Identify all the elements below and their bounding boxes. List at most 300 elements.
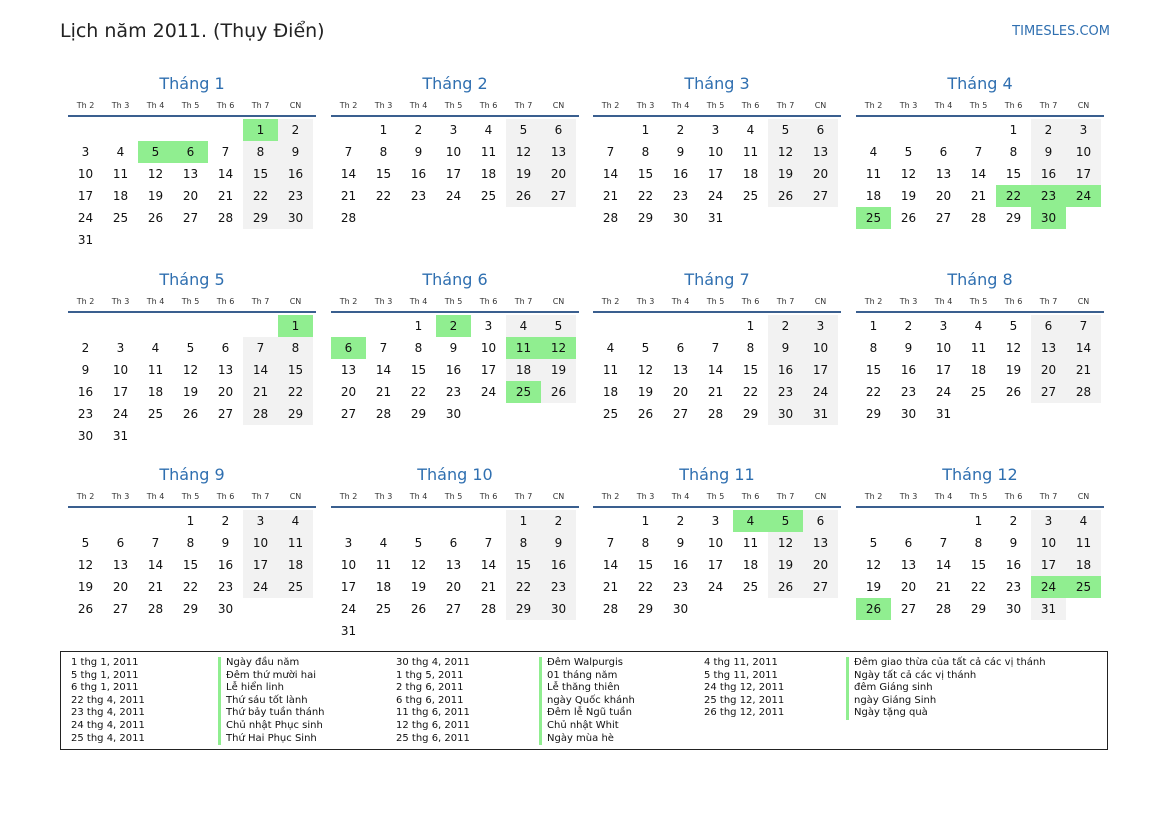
day-cell[interactable]: 2 xyxy=(221,514,230,528)
day-cell[interactable]: 5 xyxy=(904,145,913,159)
day-cell[interactable]: 3 xyxy=(1066,119,1101,141)
day-cell[interactable]: 20 xyxy=(1031,359,1066,381)
day-cell[interactable]: 14 xyxy=(340,167,357,181)
day-cell[interactable]: 13 xyxy=(803,141,838,163)
day-cell[interactable]: 27 xyxy=(900,602,917,616)
day-cell[interactable]: 19 xyxy=(768,554,803,576)
day-cell[interactable]: 21 xyxy=(602,580,619,594)
day-cell[interactable]: 28 xyxy=(602,602,619,616)
day-cell[interactable]: 21 xyxy=(602,189,619,203)
day-cell[interactable]: 9 xyxy=(449,341,458,355)
day-cell[interactable]: 19 xyxy=(77,580,94,594)
day-cell[interactable]: 25 xyxy=(742,580,759,594)
day-cell[interactable]: 26 xyxy=(77,602,94,616)
day-cell[interactable]: 11 xyxy=(147,363,164,377)
day-cell[interactable]: 27 xyxy=(340,407,357,421)
day-cell[interactable]: 11 xyxy=(375,558,392,572)
day-cell[interactable]: 3 xyxy=(711,123,720,137)
day-cell[interactable]: 15 xyxy=(637,558,654,572)
day-cell[interactable]: 23 xyxy=(278,185,313,207)
day-cell[interactable]: 28 xyxy=(147,602,164,616)
day-cell[interactable]: 15 xyxy=(506,554,541,576)
day-cell[interactable]: 1 xyxy=(379,123,388,137)
day-cell[interactable]: 3 xyxy=(939,319,948,333)
day-cell[interactable]: 15 xyxy=(182,558,199,572)
day-cell[interactable]: 19 xyxy=(637,385,654,399)
day-cell[interactable]: 1 xyxy=(506,510,541,532)
day-cell[interactable]: 13 xyxy=(803,532,838,554)
day-cell[interactable]: 1 xyxy=(1009,123,1018,137)
day-cell[interactable]: 16 xyxy=(900,363,917,377)
day-cell[interactable]: 4 xyxy=(974,319,983,333)
day-cell[interactable]: 5 xyxy=(414,536,423,550)
day-cell[interactable]: 24 xyxy=(1031,576,1066,598)
day-cell[interactable]: 2 xyxy=(541,510,576,532)
day-cell[interactable]: 29 xyxy=(1005,211,1022,225)
day-cell[interactable]: 2 xyxy=(904,319,913,333)
day-cell[interactable]: 10 xyxy=(340,558,357,572)
day-cell[interactable]: 14 xyxy=(217,167,234,181)
day-cell[interactable]: 13 xyxy=(217,363,234,377)
day-cell[interactable]: 13 xyxy=(672,363,689,377)
day-cell[interactable]: 19 xyxy=(147,189,164,203)
day-cell[interactable]: 17 xyxy=(243,554,278,576)
day-cell[interactable]: 18 xyxy=(506,359,541,381)
day-cell[interactable]: 5 xyxy=(869,536,878,550)
day-cell[interactable]: 7 xyxy=(711,341,720,355)
day-cell[interactable]: 20 xyxy=(803,554,838,576)
day-cell[interactable]: 29 xyxy=(278,403,313,425)
day-cell[interactable]: 16 xyxy=(217,558,234,572)
day-cell[interactable]: 1 xyxy=(186,514,195,528)
day-cell[interactable]: 11 xyxy=(112,167,129,181)
day-cell[interactable]: 2 xyxy=(436,315,471,337)
day-cell[interactable]: 8 xyxy=(1009,145,1018,159)
day-cell[interactable]: 12 xyxy=(182,363,199,377)
day-cell[interactable]: 31 xyxy=(1031,598,1066,620)
day-cell[interactable]: 2 xyxy=(676,123,685,137)
day-cell[interactable]: 4 xyxy=(116,145,125,159)
day-cell[interactable]: 25 xyxy=(480,189,497,203)
day-cell[interactable]: 23 xyxy=(541,576,576,598)
day-cell[interactable]: 8 xyxy=(746,341,755,355)
day-cell[interactable]: 9 xyxy=(221,536,230,550)
day-cell[interactable]: 31 xyxy=(935,407,952,421)
day-cell[interactable]: 1 xyxy=(243,119,278,141)
day-cell[interactable]: 12 xyxy=(768,141,803,163)
day-cell[interactable]: 16 xyxy=(541,554,576,576)
day-cell[interactable]: 16 xyxy=(1031,163,1066,185)
day-cell[interactable]: 2 xyxy=(676,514,685,528)
day-cell[interactable]: 18 xyxy=(742,167,759,181)
day-cell[interactable]: 5 xyxy=(1009,319,1018,333)
day-cell[interactable]: 6 xyxy=(541,119,576,141)
day-cell[interactable]: 18 xyxy=(480,167,497,181)
day-cell[interactable]: 27 xyxy=(217,407,234,421)
day-cell[interactable]: 9 xyxy=(676,145,685,159)
day-cell[interactable]: 26 xyxy=(900,211,917,225)
day-cell[interactable]: 20 xyxy=(541,163,576,185)
day-cell[interactable]: 29 xyxy=(637,211,654,225)
day-cell[interactable]: 13 xyxy=(445,558,462,572)
day-cell[interactable]: 18 xyxy=(865,189,882,203)
day-cell[interactable]: 11 xyxy=(970,341,987,355)
day-cell[interactable]: 11 xyxy=(602,363,619,377)
day-cell[interactable]: 6 xyxy=(221,341,230,355)
day-cell[interactable]: 12 xyxy=(900,167,917,181)
day-cell[interactable]: 6 xyxy=(676,341,685,355)
day-cell[interactable]: 4 xyxy=(484,123,493,137)
day-cell[interactable]: 10 xyxy=(243,532,278,554)
brand-link[interactable]: TIMESLES.COM xyxy=(1012,24,1110,39)
day-cell[interactable]: 21 xyxy=(1066,359,1101,381)
day-cell[interactable]: 2 xyxy=(414,123,423,137)
day-cell[interactable]: 25 xyxy=(970,385,987,399)
day-cell[interactable]: 22 xyxy=(410,385,427,399)
day-cell[interactable]: 4 xyxy=(746,123,755,137)
day-cell[interactable]: 18 xyxy=(112,189,129,203)
day-cell[interactable]: 20 xyxy=(182,189,199,203)
day-cell[interactable]: 4 xyxy=(1066,510,1101,532)
day-cell[interactable]: 21 xyxy=(970,189,987,203)
day-cell[interactable]: 26 xyxy=(182,407,199,421)
day-cell[interactable]: 17 xyxy=(112,385,129,399)
day-cell[interactable]: 31 xyxy=(112,429,129,443)
day-cell[interactable]: 10 xyxy=(803,337,838,359)
day-cell[interactable]: 7 xyxy=(344,145,353,159)
day-cell[interactable]: 17 xyxy=(1031,554,1066,576)
day-cell[interactable]: 4 xyxy=(606,341,615,355)
day-cell[interactable]: 22 xyxy=(742,385,759,399)
day-cell[interactable]: 14 xyxy=(1066,337,1101,359)
day-cell[interactable]: 27 xyxy=(803,576,838,598)
day-cell[interactable]: 16 xyxy=(672,167,689,181)
day-cell[interactable]: 4 xyxy=(869,145,878,159)
day-cell[interactable]: 17 xyxy=(1066,163,1101,185)
day-cell[interactable]: 29 xyxy=(865,407,882,421)
day-cell[interactable]: 29 xyxy=(410,407,427,421)
day-cell[interactable]: 22 xyxy=(506,576,541,598)
day-cell[interactable]: 15 xyxy=(742,363,759,377)
day-cell[interactable]: 7 xyxy=(151,536,160,550)
day-cell[interactable]: 20 xyxy=(340,385,357,399)
day-cell[interactable]: 1 xyxy=(746,319,755,333)
day-cell[interactable]: 4 xyxy=(506,315,541,337)
day-cell[interactable]: 12 xyxy=(768,532,803,554)
day-cell[interactable]: 27 xyxy=(672,407,689,421)
day-cell[interactable]: 13 xyxy=(340,363,357,377)
day-cell[interactable]: 3 xyxy=(344,536,353,550)
day-cell[interactable]: 23 xyxy=(217,580,234,594)
day-cell[interactable]: 30 xyxy=(672,211,689,225)
day-cell[interactable]: 18 xyxy=(742,558,759,572)
day-cell[interactable]: 11 xyxy=(1066,532,1101,554)
day-cell[interactable]: 22 xyxy=(278,381,313,403)
day-cell[interactable]: 28 xyxy=(217,211,234,225)
day-cell[interactable]: 6 xyxy=(173,141,208,163)
day-cell[interactable]: 30 xyxy=(672,602,689,616)
day-cell[interactable]: 26 xyxy=(541,381,576,403)
day-cell[interactable]: 3 xyxy=(484,319,493,333)
day-cell[interactable]: 8 xyxy=(186,536,195,550)
day-cell[interactable]: 25 xyxy=(147,407,164,421)
day-cell[interactable]: 13 xyxy=(541,141,576,163)
day-cell[interactable]: 2 xyxy=(81,341,90,355)
day-cell[interactable]: 8 xyxy=(506,532,541,554)
day-cell[interactable]: 10 xyxy=(1031,532,1066,554)
day-cell[interactable]: 19 xyxy=(865,580,882,594)
day-cell[interactable]: 31 xyxy=(707,211,724,225)
day-cell[interactable]: 28 xyxy=(480,602,497,616)
day-cell[interactable]: 6 xyxy=(803,510,838,532)
day-cell[interactable]: 12 xyxy=(1005,341,1022,355)
day-cell[interactable]: 31 xyxy=(77,233,94,247)
day-cell[interactable]: 19 xyxy=(768,163,803,185)
day-cell[interactable]: 3 xyxy=(81,145,90,159)
day-cell[interactable]: 30 xyxy=(77,429,94,443)
day-cell[interactable]: 24 xyxy=(112,407,129,421)
day-cell[interactable]: 16 xyxy=(672,558,689,572)
day-cell[interactable]: 20 xyxy=(445,580,462,594)
day-cell[interactable]: 5 xyxy=(541,315,576,337)
day-cell[interactable]: 12 xyxy=(410,558,427,572)
day-cell[interactable]: 5 xyxy=(81,536,90,550)
day-cell[interactable]: 28 xyxy=(375,407,392,421)
day-cell[interactable]: 9 xyxy=(904,341,913,355)
day-cell[interactable]: 31 xyxy=(340,624,357,638)
day-cell[interactable]: 22 xyxy=(996,185,1031,207)
day-cell[interactable]: 1 xyxy=(641,514,650,528)
day-cell[interactable]: 19 xyxy=(410,580,427,594)
day-cell[interactable]: 12 xyxy=(77,558,94,572)
day-cell[interactable]: 19 xyxy=(506,163,541,185)
day-cell[interactable]: 13 xyxy=(182,167,199,181)
day-cell[interactable]: 1 xyxy=(414,319,423,333)
day-cell[interactable]: 6 xyxy=(331,337,366,359)
day-cell[interactable]: 9 xyxy=(278,141,313,163)
day-cell[interactable]: 23 xyxy=(1031,185,1066,207)
day-cell[interactable]: 29 xyxy=(637,602,654,616)
day-cell[interactable]: 26 xyxy=(1005,385,1022,399)
day-cell[interactable]: 1 xyxy=(974,514,983,528)
day-cell[interactable]: 6 xyxy=(803,119,838,141)
day-cell[interactable]: 24 xyxy=(935,385,952,399)
day-cell[interactable]: 14 xyxy=(480,558,497,572)
day-cell[interactable]: 11 xyxy=(480,145,497,159)
day-cell[interactable]: 7 xyxy=(484,536,493,550)
day-cell[interactable]: 3 xyxy=(803,315,838,337)
day-cell[interactable]: 15 xyxy=(375,167,392,181)
day-cell[interactable]: 20 xyxy=(112,580,129,594)
day-cell[interactable]: 16 xyxy=(77,385,94,399)
day-cell[interactable]: 6 xyxy=(939,145,948,159)
day-cell[interactable]: 8 xyxy=(869,341,878,355)
day-cell[interactable]: 25 xyxy=(278,576,313,598)
day-cell[interactable]: 15 xyxy=(637,167,654,181)
day-cell[interactable]: 2 xyxy=(1009,514,1018,528)
day-cell[interactable]: 25 xyxy=(112,211,129,225)
day-cell[interactable]: 12 xyxy=(147,167,164,181)
day-cell[interactable]: 8 xyxy=(641,536,650,550)
day-cell[interactable]: 13 xyxy=(1031,337,1066,359)
day-cell[interactable]: 17 xyxy=(707,167,724,181)
day-cell[interactable]: 7 xyxy=(243,337,278,359)
day-cell[interactable]: 6 xyxy=(904,536,913,550)
day-cell[interactable]: 14 xyxy=(375,363,392,377)
day-cell[interactable]: 6 xyxy=(116,536,125,550)
day-cell[interactable]: 7 xyxy=(974,145,983,159)
day-cell[interactable]: 6 xyxy=(449,536,458,550)
day-cell[interactable]: 16 xyxy=(278,163,313,185)
day-cell[interactable]: 23 xyxy=(768,381,803,403)
day-cell[interactable]: 14 xyxy=(970,167,987,181)
day-cell[interactable]: 23 xyxy=(77,407,94,421)
day-cell[interactable]: 17 xyxy=(707,558,724,572)
day-cell[interactable]: 14 xyxy=(707,363,724,377)
day-cell[interactable]: 20 xyxy=(672,385,689,399)
day-cell[interactable]: 11 xyxy=(278,532,313,554)
day-cell[interactable]: 5 xyxy=(506,119,541,141)
day-cell[interactable]: 5 xyxy=(641,341,650,355)
day-cell[interactable]: 2 xyxy=(768,315,803,337)
day-cell[interactable]: 8 xyxy=(243,141,278,163)
day-cell[interactable]: 27 xyxy=(445,602,462,616)
day-cell[interactable]: 5 xyxy=(186,341,195,355)
day-cell[interactable]: 21 xyxy=(480,580,497,594)
day-cell[interactable]: 28 xyxy=(970,211,987,225)
day-cell[interactable]: 14 xyxy=(147,558,164,572)
day-cell[interactable]: 9 xyxy=(81,363,90,377)
day-cell[interactable]: 22 xyxy=(865,385,882,399)
day-cell[interactable]: 26 xyxy=(856,598,891,620)
day-cell[interactable]: 12 xyxy=(637,363,654,377)
day-cell[interactable]: 27 xyxy=(112,602,129,616)
day-cell[interactable]: 17 xyxy=(77,189,94,203)
day-cell[interactable]: 30 xyxy=(541,598,576,620)
day-cell[interactable]: 20 xyxy=(803,163,838,185)
day-cell[interactable]: 17 xyxy=(480,363,497,377)
day-cell[interactable]: 30 xyxy=(1031,207,1066,229)
day-cell[interactable]: 28 xyxy=(707,407,724,421)
day-cell[interactable]: 29 xyxy=(742,407,759,421)
day-cell[interactable]: 28 xyxy=(243,403,278,425)
day-cell[interactable]: 19 xyxy=(900,189,917,203)
day-cell[interactable]: 13 xyxy=(112,558,129,572)
day-cell[interactable]: 18 xyxy=(970,363,987,377)
day-cell[interactable]: 5 xyxy=(768,510,803,532)
day-cell[interactable]: 28 xyxy=(1066,381,1101,403)
day-cell[interactable]: 9 xyxy=(1031,141,1066,163)
day-cell[interactable]: 1 xyxy=(869,319,878,333)
day-cell[interactable]: 29 xyxy=(182,602,199,616)
day-cell[interactable]: 9 xyxy=(1009,536,1018,550)
day-cell[interactable]: 22 xyxy=(637,580,654,594)
day-cell[interactable]: 9 xyxy=(676,536,685,550)
day-cell[interactable]: 25 xyxy=(742,189,759,203)
day-cell[interactable]: 17 xyxy=(445,167,462,181)
day-cell[interactable]: 12 xyxy=(865,558,882,572)
day-cell[interactable]: 29 xyxy=(970,602,987,616)
day-cell[interactable]: 30 xyxy=(217,602,234,616)
day-cell[interactable]: 5 xyxy=(768,119,803,141)
day-cell[interactable]: 11 xyxy=(742,536,759,550)
day-cell[interactable]: 10 xyxy=(935,341,952,355)
day-cell[interactable]: 10 xyxy=(480,341,497,355)
day-cell[interactable]: 29 xyxy=(243,207,278,229)
day-cell[interactable]: 23 xyxy=(445,385,462,399)
day-cell[interactable]: 22 xyxy=(970,580,987,594)
day-cell[interactable]: 18 xyxy=(1066,554,1101,576)
day-cell[interactable]: 2 xyxy=(278,119,313,141)
day-cell[interactable]: 15 xyxy=(278,359,313,381)
day-cell[interactable]: 13 xyxy=(935,167,952,181)
day-cell[interactable]: 23 xyxy=(672,189,689,203)
day-cell[interactable]: 30 xyxy=(900,407,917,421)
day-cell[interactable]: 7 xyxy=(221,145,230,159)
day-cell[interactable]: 7 xyxy=(379,341,388,355)
day-cell[interactable]: 27 xyxy=(803,185,838,207)
day-cell[interactable]: 3 xyxy=(449,123,458,137)
day-cell[interactable]: 23 xyxy=(410,189,427,203)
day-cell[interactable]: 14 xyxy=(935,558,952,572)
day-cell[interactable]: 9 xyxy=(414,145,423,159)
day-cell[interactable]: 19 xyxy=(541,359,576,381)
day-cell[interactable]: 19 xyxy=(182,385,199,399)
day-cell[interactable]: 8 xyxy=(974,536,983,550)
day-cell[interactable]: 18 xyxy=(147,385,164,399)
day-cell[interactable]: 27 xyxy=(541,185,576,207)
day-cell[interactable]: 3 xyxy=(1031,510,1066,532)
day-cell[interactable]: 26 xyxy=(410,602,427,616)
day-cell[interactable]: 15 xyxy=(1005,167,1022,181)
day-cell[interactable]: 15 xyxy=(865,363,882,377)
day-cell[interactable]: 4 xyxy=(278,510,313,532)
day-cell[interactable]: 21 xyxy=(375,385,392,399)
day-cell[interactable]: 24 xyxy=(1066,185,1101,207)
day-cell[interactable]: 10 xyxy=(112,363,129,377)
day-cell[interactable]: 10 xyxy=(707,145,724,159)
day-cell[interactable]: 27 xyxy=(935,211,952,225)
day-cell[interactable]: 20 xyxy=(217,385,234,399)
day-cell[interactable]: 11 xyxy=(742,145,759,159)
day-cell[interactable]: 25 xyxy=(506,381,541,403)
day-cell[interactable]: 25 xyxy=(602,407,619,421)
day-cell[interactable]: 24 xyxy=(707,189,724,203)
day-cell[interactable]: 1 xyxy=(641,123,650,137)
day-cell[interactable]: 3 xyxy=(711,514,720,528)
day-cell[interactable]: 4 xyxy=(733,510,768,532)
day-cell[interactable]: 3 xyxy=(243,510,278,532)
day-cell[interactable]: 7 xyxy=(1066,315,1101,337)
day-cell[interactable]: 26 xyxy=(637,407,654,421)
day-cell[interactable]: 22 xyxy=(243,185,278,207)
day-cell[interactable]: 21 xyxy=(243,381,278,403)
day-cell[interactable]: 19 xyxy=(1005,363,1022,377)
day-cell[interactable]: 18 xyxy=(375,580,392,594)
day-cell[interactable]: 30 xyxy=(445,407,462,421)
day-cell[interactable]: 18 xyxy=(602,385,619,399)
day-cell[interactable]: 1 xyxy=(278,315,313,337)
day-cell[interactable]: 7 xyxy=(606,145,615,159)
day-cell[interactable]: 23 xyxy=(672,580,689,594)
day-cell[interactable]: 22 xyxy=(182,580,199,594)
day-cell[interactable]: 9 xyxy=(768,337,803,359)
day-cell[interactable]: 21 xyxy=(217,189,234,203)
day-cell[interactable]: 14 xyxy=(602,167,619,181)
day-cell[interactable]: 11 xyxy=(865,167,882,181)
day-cell[interactable]: 22 xyxy=(375,189,392,203)
day-cell[interactable]: 11 xyxy=(506,337,541,359)
